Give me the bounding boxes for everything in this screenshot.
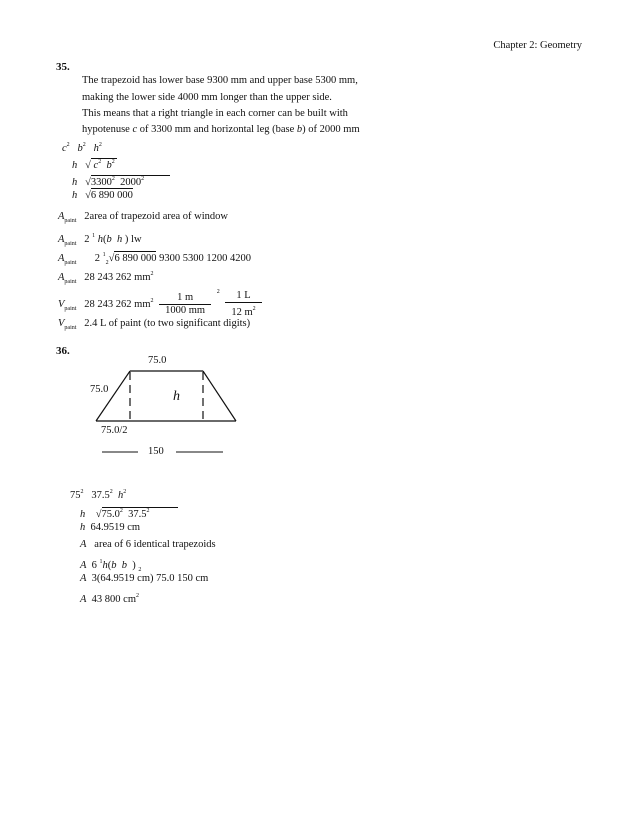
diagram-top-label: 75.0: [148, 355, 167, 366]
diagram-half-label: 75.0/2: [101, 425, 128, 436]
q35-equation-7: $A_{paint}$ 2 $^1_2$√ 6 890 000 9300 5300 1200 4200: [58, 252, 251, 266]
q35-equation-4: h √ 6 890 000: [72, 190, 133, 201]
sqrt-icon: √: [95, 509, 102, 520]
q35-equation-1: $c^2$ $b^2$ $h^2$: [62, 142, 102, 154]
question-35-number: 35.: [56, 61, 70, 73]
diagram-h-label: h: [173, 389, 180, 404]
chapter-header: Chapter 2: Geometry: [493, 40, 582, 51]
diagram-side-label: 75.0: [90, 384, 109, 395]
q36-equation-7: A 43 800 $cm^2$: [80, 593, 139, 605]
sqrt-icon: √: [85, 177, 91, 188]
q36-equation-5: A 6 $^1$h(b b ) $_2$: [80, 559, 142, 573]
q35-equation-8: $A_{paint}$ 28 243 262 $mm^2$: [58, 271, 154, 285]
q35-text-line-2: making the lower side 4000 mm longer than the upper side.: [82, 92, 332, 103]
diagram-bottom-label: 150: [148, 446, 164, 457]
q36-equation-3: h 64.9519 cm: [80, 522, 141, 533]
q36-equation-6: A 3(64.9519 cm) 75.0 150 cm: [80, 573, 209, 584]
q35-equation-3: h √ 3300$^2$ 2000$^2$: [72, 173, 170, 189]
q36-equation-1: $75^2$ 37.5$^2$ $h^2$: [70, 489, 127, 501]
q35-equation-6: $A_{paint}$ 2 $^1$ h(b h ) lw: [58, 233, 142, 247]
q35-equation-9: $V_{paint}$ 28 243 262 $mm^2$ $\frac{1 m}{1000 mm}$ $^2$ $\frac{1 L}{12 m^2}$: [58, 286, 265, 314]
sqrt-icon: √: [85, 160, 91, 171]
question-36-number: 36.: [56, 345, 70, 357]
q35-text-line-4: hypotenuse c of 3300 mm and horizontal leg (base b) of 2000 mm: [82, 124, 360, 135]
sqrt-icon: √: [108, 253, 115, 264]
q35-text-line-3: This means that a right triangle in each corner can be built with: [82, 108, 348, 119]
trapezoid-left-edge: [96, 371, 130, 421]
q35-text-line-1: The trapezoid has lower base 9300 mm and upper base 5300 mm,: [82, 75, 358, 86]
q36-equation-2: h √ 75.0$^2$ 37.5$^2$: [80, 505, 178, 521]
trapezoid-right-edge: [203, 371, 236, 421]
q36-equation-4: A area of 6 identical trapezoids: [80, 539, 216, 550]
sqrt-icon: √: [85, 190, 91, 201]
q35-equation-5: $A_{paint}$ 2area of trapezoid area of window: [58, 211, 229, 224]
q35-equation-2: h √ $c^2$ $b^2$: [72, 156, 117, 172]
q35-equation-10: $V_{paint}$ 2.4 L of paint (to two significant digits): [58, 318, 251, 331]
